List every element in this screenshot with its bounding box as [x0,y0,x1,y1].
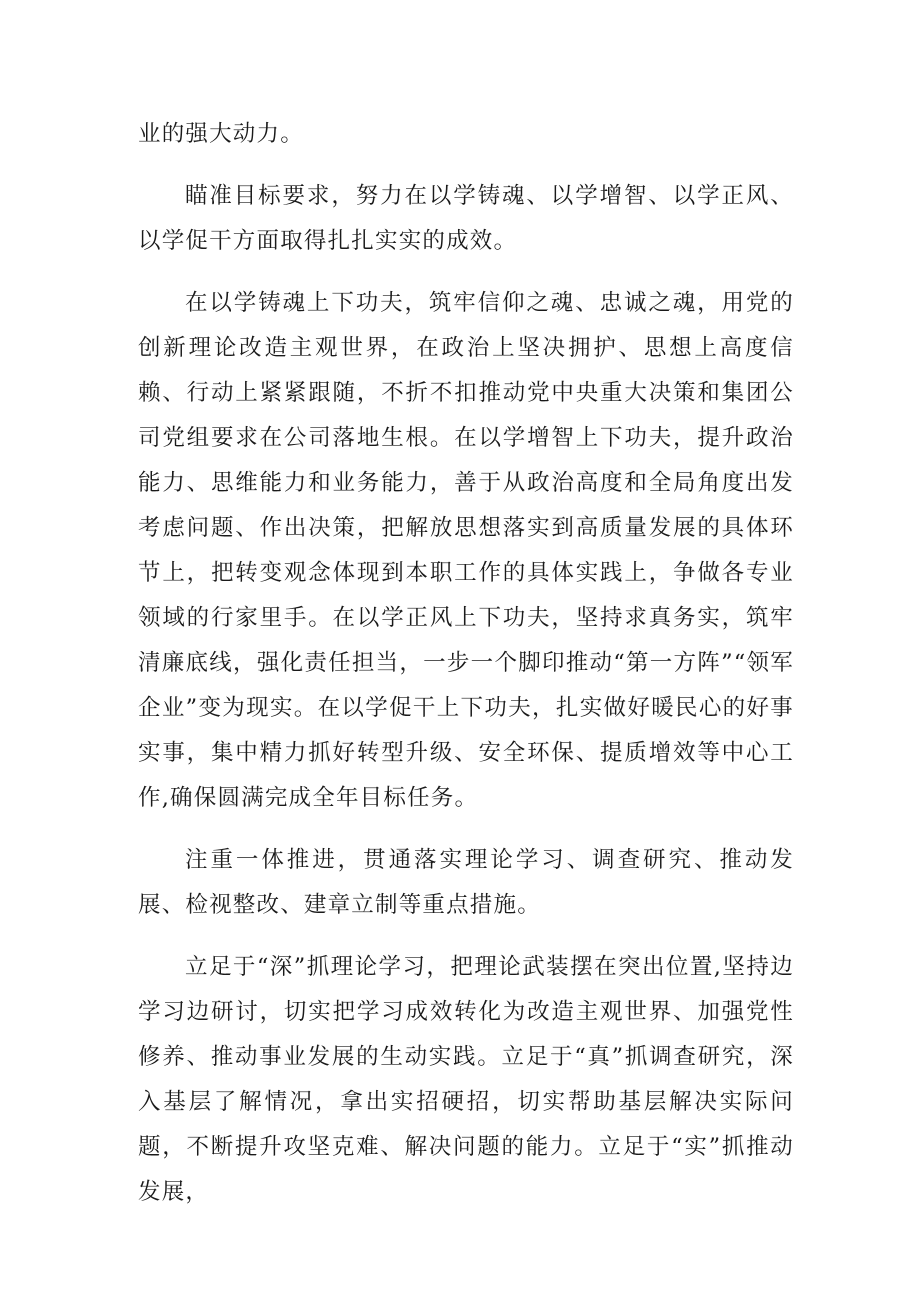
document-body [138,112,794,1232]
paragraph-5: 立足于“深”抓理论学习，把理论武装摆在突出位置,坚持边学习边研讨，切实把学习成效转化为改造主观世界、加强党性修养、推动事业发展的生动实践。立足于“真”抓调查研究，深入基层了解情况，拿出实招硬招，切实帮助基层解决实际问题，不断提升攻坚克难、解决问题的能力。立足于“实”抓推动发展， [138,954,794,1205]
paragraph-4: 注重一体推进，贯通落实理论学习、调查研究、推动发展、检视整改、建章立制等重点措施。 [138,847,794,918]
paragraph-2: 瞄准目标要求，努力在以学铸魂、以学增智、以学正风、以学促干方面取得扎扎实实的成效。 [138,183,794,254]
paragraph-1: 业的强大动力。 [138,121,304,147]
paragraph-3: 在以学铸魂上下功夫，筑牢信仰之魂、忠诚之魂，用党的创新理论改造主观世界，在政治上坚决拥护、思想上高度信赖、行动上紧紧跟随，不折不扣推动党中央重大决策和集团公司党组要求在公司落地生根。在以学增智上下功夫，提升政治能力、思维能力和业务能力，善于从政治高度和全局角度出发考虑问题、作出决策，把解放思想落实到高质量发展的具体环节上，把转变观念体现到本职工作的具体实践上，争做各专业领域的行家里手。在以学正风上下功夫，坚持求真务实，筑牢清廉底线，强化责任担当，一步一个脚印推动“第一方阵”“领军企业”变为现实。在以学促干上下功夫，扎实做好暖民心的好事实事，集中精力抓好转型升级、安全环保、提质增效等中心工作,确保圆满完成全年目标任务。 [138,290,794,811]
